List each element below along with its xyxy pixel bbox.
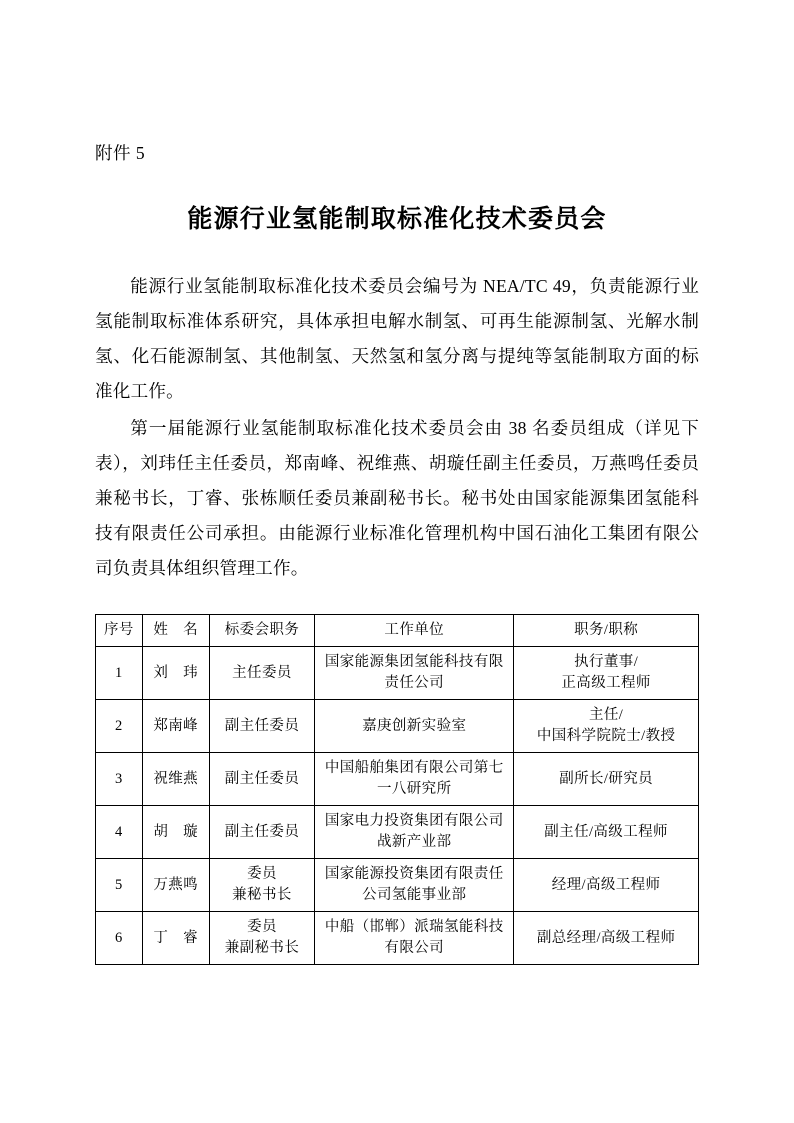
table-row xyxy=(96,912,699,965)
cell-index: 3 xyxy=(96,753,143,806)
cell-unit: 国家能源投资集团有限责任 公司氢能事业部 xyxy=(315,859,514,912)
cell-unit: 国家电力投资集团有限公司 战新产业部 xyxy=(315,806,514,859)
column-header-index: 序号 xyxy=(96,615,143,647)
cell-index: 6 xyxy=(96,912,143,965)
cell-name: 胡 璇 xyxy=(142,806,209,859)
cell-role: 副主任委员 xyxy=(209,700,315,753)
table-row xyxy=(96,647,699,700)
cell-role: 委员 兼秘书长 xyxy=(209,859,315,912)
cell-title: 执行董事/ 正高级工程师 xyxy=(514,647,699,700)
cell-role: 主任委员 xyxy=(209,647,315,700)
cell-role: 副主任委员 xyxy=(209,806,315,859)
cell-name: 祝维燕 xyxy=(142,753,209,806)
table-header-row xyxy=(96,615,699,647)
table-row xyxy=(96,753,699,806)
cell-name: 刘 玮 xyxy=(142,647,209,700)
cell-title: 经理/高级工程师 xyxy=(514,859,699,912)
column-header-name: 姓 名 xyxy=(142,615,209,647)
cell-index: 2 xyxy=(96,700,143,753)
table-row xyxy=(96,859,699,912)
column-header-title: 职务/职称 xyxy=(514,615,699,647)
cell-title: 副所长/研究员 xyxy=(514,753,699,806)
paragraph-2: 第一届能源行业氢能制取标准化技术委员会由 38 名委员组成（详见下表），刘玮任主任委员，郑南峰、祝维燕、胡璇任副主任委员，万燕鸣任委员兼秘书长，丁睿、张栋顺任委员兼副秘书长。秘书处由国家能源集团氢能科技有限责任公司承担。由能源行业标准化管理机构中国石油化工集团有限公司负责具体组织管理工作。 xyxy=(95,418,699,578)
table-row xyxy=(96,806,699,859)
cell-index: 1 xyxy=(96,647,143,700)
column-header-role: 标委会职务 xyxy=(209,615,315,647)
table-body xyxy=(96,647,699,965)
cell-unit: 国家能源集团氢能科技有限 责任公司 xyxy=(315,647,514,700)
cell-title: 主任/ 中国科学院院士/教授 xyxy=(514,700,699,753)
cell-role: 委员 兼副秘书长 xyxy=(209,912,315,965)
cell-unit: 嘉庚创新实验室 xyxy=(315,700,514,753)
committee-member-table xyxy=(95,614,699,965)
cell-index: 5 xyxy=(96,859,143,912)
cell-unit: 中船（邯郸）派瑞氢能科技 有限公司 xyxy=(315,912,514,965)
column-header-unit: 工作单位 xyxy=(315,615,514,647)
cell-title: 副主任/高级工程师 xyxy=(514,806,699,859)
paragraph-1: 能源行业氢能制取标准化技术委员会编号为 NEA/TC 49，负责能源行业氢能制取标准体系研究，具体承担电解水制氢、可再生能源制氢、光解水制氢、化石能源制氢、其他制氢、天然氢和氢分离与提纯等氢能制取方面的标准化工作。 xyxy=(95,276,699,401)
cell-name: 万燕鸣 xyxy=(142,859,209,912)
table-row xyxy=(96,700,699,753)
cell-name: 郑南峰 xyxy=(142,700,209,753)
cell-role: 副主任委员 xyxy=(209,753,315,806)
cell-index: 4 xyxy=(96,806,143,859)
attachment-label: 附件 5 xyxy=(95,143,146,163)
cell-name: 丁 睿 xyxy=(142,912,209,965)
cell-title: 副总经理/高级工程师 xyxy=(514,912,699,965)
page-title: 能源行业氢能制取标准化技术委员会 xyxy=(187,206,607,233)
cell-unit: 中国船舶集团有限公司第七 一八研究所 xyxy=(315,753,514,806)
